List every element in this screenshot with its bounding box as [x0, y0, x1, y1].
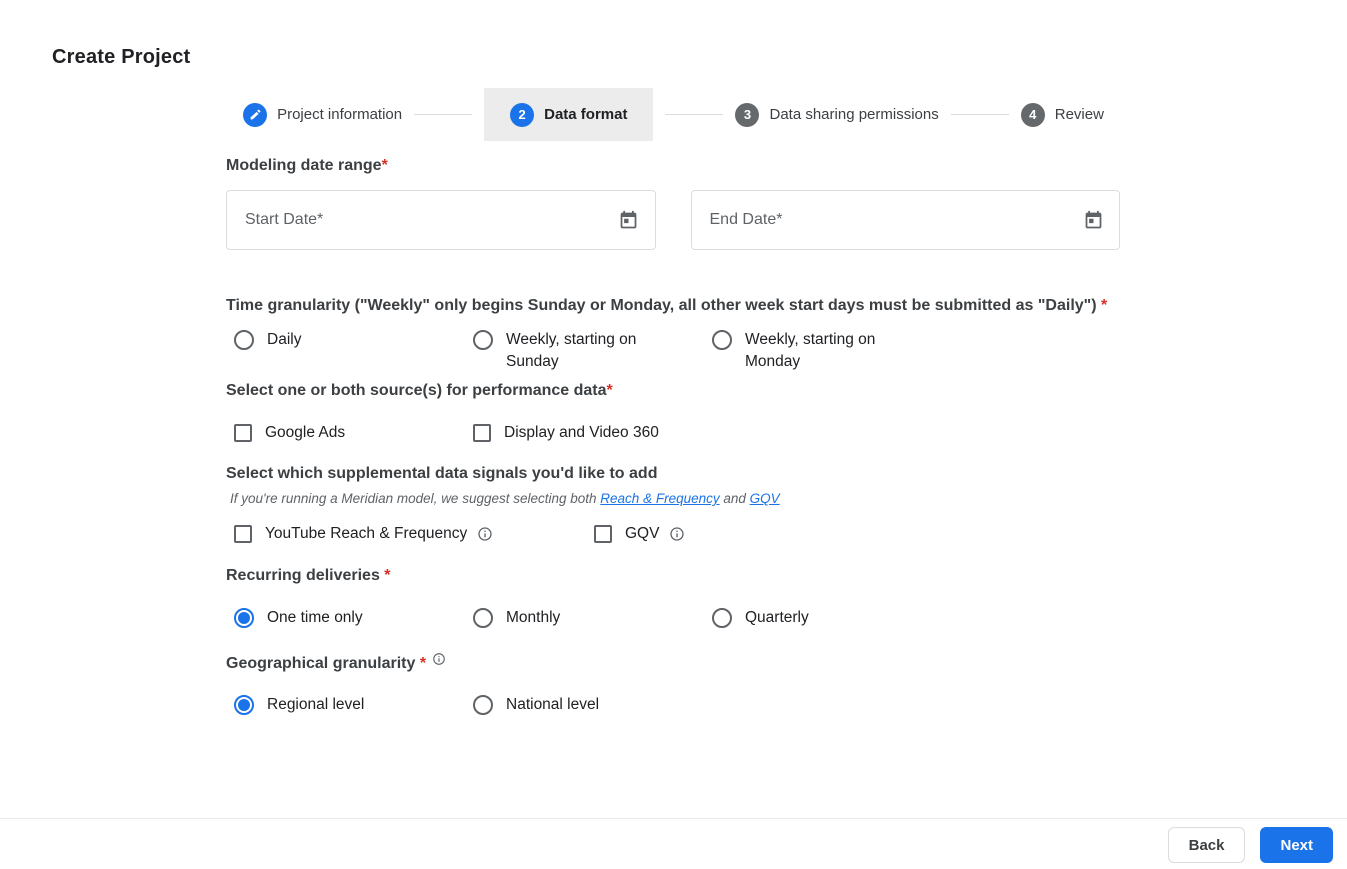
- stepper: [0, 88, 1347, 141]
- radio-option-weekly-monday[interactable]: [712, 329, 951, 373]
- label-text: Geographical granularity: [226, 655, 416, 672]
- radio-label: National level: [506, 696, 600, 713]
- label-text: Recurring deliveries: [226, 567, 380, 584]
- step-number-badge: 4: [1021, 103, 1045, 127]
- info-icon[interactable]: [432, 652, 446, 666]
- radio-label: Quarterly: [745, 609, 809, 626]
- geographical-granularity-label: [226, 652, 1120, 674]
- step-connector: [665, 114, 723, 115]
- performance-sources-label: [226, 381, 1120, 401]
- time-granularity-label: [226, 292, 1118, 319]
- checkbox-label: GQV: [625, 525, 660, 542]
- checkbox[interactable]: [234, 424, 252, 442]
- radio-button[interactable]: [473, 695, 493, 715]
- checkbox-option-gqv[interactable]: [594, 523, 833, 545]
- checkbox-label: Google Ads: [265, 424, 346, 441]
- radio-button[interactable]: [712, 608, 732, 628]
- gqv-link[interactable]: GQV: [749, 491, 780, 506]
- radio-button-selected[interactable]: [234, 608, 254, 628]
- date-range-row: [226, 190, 1120, 250]
- note-text: If you're running a Meridian model, we suggest selecting both: [230, 491, 601, 506]
- required-asterisk: *: [384, 567, 391, 584]
- checkbox[interactable]: [234, 525, 252, 543]
- info-icon[interactable]: [477, 526, 493, 542]
- required-asterisk: *: [1101, 297, 1108, 314]
- step-number-badge: 2: [510, 103, 534, 127]
- required-asterisk: *: [606, 382, 613, 399]
- start-date-field[interactable]: [226, 190, 656, 250]
- checkbox-label: Display and Video 360: [504, 424, 659, 441]
- label-text: Time granularity ("Weekly" only begins Sunday or Monday, all other week start days must be submitted as "Daily"): [226, 297, 1097, 314]
- reach-frequency-link[interactable]: Reach & Frequency: [600, 491, 720, 506]
- data-format-form: [226, 156, 1120, 716]
- step-label: Data sharing permissions: [769, 106, 939, 123]
- step-number-badge: 3: [735, 103, 759, 127]
- checkbox[interactable]: [473, 424, 491, 442]
- footer-divider: [0, 818, 1347, 819]
- supplemental-note: [226, 490, 1120, 507]
- performance-sources-options: [226, 422, 1120, 444]
- radio-label: Weekly, starting on Sunday: [506, 331, 637, 370]
- supplemental-options: [226, 523, 1120, 545]
- step-connector: [414, 114, 472, 115]
- time-granularity-options: [226, 329, 1120, 373]
- next-button[interactable]: Next: [1260, 827, 1333, 863]
- checkbox[interactable]: [594, 525, 612, 543]
- radio-option-regional-level[interactable]: [234, 694, 473, 716]
- step-label: Review: [1054, 106, 1104, 123]
- calendar-icon[interactable]: [1081, 208, 1105, 232]
- step-label: Data format: [544, 106, 628, 123]
- supplemental-label: Select which supplemental data signals you'd like to add: [226, 465, 658, 482]
- step-data-format[interactable]: [484, 88, 653, 141]
- footer-actions: [1168, 827, 1333, 863]
- radio-option-monthly[interactable]: [473, 607, 712, 629]
- pencil-icon: [243, 103, 267, 127]
- start-date-input[interactable]: [243, 210, 617, 230]
- radio-button[interactable]: [473, 330, 493, 350]
- radio-option-weekly-sunday[interactable]: [473, 329, 712, 373]
- checkbox-label: YouTube Reach & Frequency: [265, 525, 468, 542]
- modeling-date-range-label: [226, 156, 1120, 176]
- radio-label: Weekly, starting on Monday: [745, 331, 876, 370]
- radio-label: One time only: [267, 609, 363, 626]
- back-button[interactable]: Back: [1168, 827, 1246, 863]
- radio-option-one-time-only[interactable]: [234, 607, 473, 629]
- info-icon[interactable]: [669, 526, 685, 542]
- calendar-icon[interactable]: [617, 208, 641, 232]
- radio-button[interactable]: [234, 330, 254, 350]
- geographical-granularity-options: [226, 694, 1120, 716]
- step-label: Project information: [277, 106, 403, 123]
- step-project-information[interactable]: [243, 88, 402, 141]
- required-asterisk: *: [381, 157, 388, 174]
- checkbox-option-google-ads[interactable]: [234, 422, 473, 444]
- radio-option-daily[interactable]: [234, 329, 473, 373]
- recurring-deliveries-options: [226, 607, 1120, 629]
- label-text: Select one or both source(s) for performance data: [226, 382, 607, 399]
- label-text: Modeling date range: [226, 157, 382, 174]
- step-data-sharing-permissions[interactable]: [735, 88, 938, 141]
- step-review[interactable]: [1021, 88, 1104, 141]
- radio-option-quarterly[interactable]: [712, 607, 951, 629]
- end-date-input[interactable]: [708, 210, 1082, 230]
- checkbox-option-display-video-360[interactable]: [473, 422, 712, 444]
- radio-label: Regional level: [267, 696, 365, 713]
- checkbox-option-youtube-reach-frequency[interactable]: [234, 523, 594, 545]
- recurring-deliveries-label: [226, 566, 1120, 586]
- end-date-field[interactable]: [691, 190, 1121, 250]
- radio-label: Daily: [267, 331, 302, 348]
- radio-label: Monthly: [506, 609, 561, 626]
- radio-option-national-level[interactable]: [473, 694, 712, 716]
- step-connector: [951, 114, 1009, 115]
- radio-button[interactable]: [712, 330, 732, 350]
- note-text: and: [719, 491, 750, 506]
- radio-button[interactable]: [473, 608, 493, 628]
- required-asterisk: *: [419, 655, 427, 672]
- page-title: Create Project: [52, 46, 191, 68]
- radio-button-selected[interactable]: [234, 695, 254, 715]
